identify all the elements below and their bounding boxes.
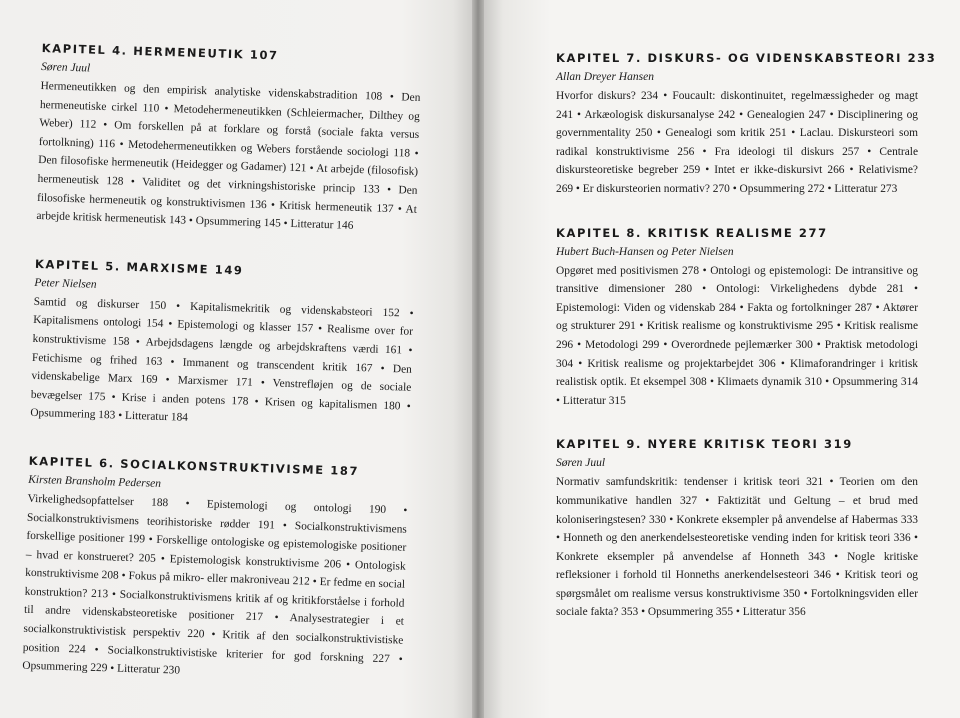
chapter-5 <box>30 256 415 435</box>
chapter-contents: Normativ samfundskritik: tendenser i kritisk teori 321 • Teorien om den kommunikative handlen 327 • Faktizität und Geltung – et brud med koloniseringstesen? 330 • Konkrete eksempler på anvendelse af Habermas 333 • Honneth og den anerkendelsesteoretiske vending inden for kritisk teori 336 • Konkrete eksempler på anvendelse af Honneth 343 • Nogle kritiske refleksioner i forhold til Honneths anerkendelsesteori 346 • Kritisk teori og spørgsmålet om realisme versus konstruktivisme 350 • Fortolkningsviden eller sociale fakta? 353 • Opsummering 355 • Litteratur 356 <box>556 476 918 619</box>
chapter-6 <box>22 453 409 688</box>
chapter-title: KAPITEL 5. MARXISME 149 <box>34 256 244 278</box>
chapter-8 <box>556 225 918 411</box>
chapter-contents: Opgøret med positivismen 278 • Ontologi og epistemologi: De intransitive og transitive dimensioner 280 • Ontologi: Virkelighedens dybde 281 • Epistemologi: Viden og videnskab 284 • Fakta og fortolkninger 287 • Aktører og strukturer 291 • Kritisk realisme og konstruktivisme 295 • Kritisk realisme 296 • Metodologi 299 • Overordnede pejlemærker 300 • Praktisk metodologi 304 • Kritisk realisme og projektarbejdet 306 • Klimaforandringer i kritisk realistisk optik. Et eksempel 308 • Klimaets dynamik 310 • Opsummering 314 • Litteratur 315 <box>556 264 918 407</box>
right-page-content <box>556 50 937 648</box>
chapter-title: KAPITEL 8. KRITISK REALISME 277 <box>556 225 828 240</box>
chapter-contents: Hermeneutikken og den empirisk analytiske videnskabstradition 108 • Den hermeneutiske cirkel 110 • Metodehermeneutikken (Schleiermacher, Dilthey og Weber) 112 • Om forskellen på at forklare og forstå (sociale fakta versus fortolkning) 116 • Metodehermeneutikken og Webers forstående sociologi 118 • Den filosofiske hermeneutik (Heidegger og Gadamer) 121 • At arbejde (filosofisk) hermeneutisk 128 • Validitet og det virkningshistoriske princip 133 • Den filosofiske hermeneutik og konstruktivismen 136 • Kritisk hermeneutik 137 • At arbejde kritisk hermeneutisk 143 • Opsummering 145 • Litteratur 146 <box>36 79 421 233</box>
chapter-title: KAPITEL 4. HERMENEUTIK 107 <box>41 40 279 63</box>
chapter-title: KAPITEL 7. DISKURS- OG VIDENSKABSTEORI 233 <box>556 51 937 65</box>
chapter-contents: Samtid og diskurser 150 • Kapitalismekritik og videnskabsteori 152 • Kapitalismens ontologi 154 • Epistemologi og klasser 157 • Realisme over for konstruktivisme 158 • Arbejdsdagens længde og arbejdskraftens værdi 161 • Fetichisme og frihed 163 • Immanent og transcendent kritik 167 • Den videnskabelige Marx 169 • Marxismer 171 • Venstrefløjen og de sociale bevægelser 175 • Krise i anden potens 178 • Krisen og kapitalismen 180 • Opsummering 183 • Litteratur 184 <box>30 295 414 425</box>
left-page-content <box>21 40 422 717</box>
chapter-7 <box>556 50 937 199</box>
chapter-9 <box>556 436 918 622</box>
chapter-author: Søren Juul <box>40 60 91 75</box>
right-page <box>484 0 960 718</box>
chapter-author: Peter Nielsen <box>34 276 97 291</box>
chapter-author: Søren Juul <box>556 457 606 470</box>
chapter-contents: Hvorfor diskurs? 234 • Foucault: diskontinuitet, regelmæssigheder og magt 241 • Arkæologisk diskursanalyse 242 • Genealogien 247 • Disciplinering og governmentality 250 • Genealogi som kritik 251 • Laclau. Diskursteori som radikal konstruktivisme 256 • Fra ideologi til diskurs 257 • Centrale diskursteoretiske begreber 259 • Intet er ikke-diskursivt 266 • Relativisme? 269 • Er diskursteorien normativ? 270 • Opsummering 272 • Litteratur 273 <box>556 90 918 195</box>
chapter-contents: Virkelighedsopfattelser 188 • Epistemologi og ontologi 190 • Socialkonstruktivismens teorihistoriske rødder 191 • Socialkonstruktivismens forskellige positioner 199 • Forskellige ontologiske og epistemologiske positioner – hvad er konstrueret? 205 • Epistemologisk konstruktivisme 206 • Ontologisk konstruktivisme 208 • Fokus på mikro- eller makroniveau 212 • Er fedme en social konstruktion? 213 • Socialkonstruktivismens kritik af og kritikforståelse i forhold til andre videnskabsteoretiske positioner 217 • Analysestrategier i et socialkonstruktivistisk perspektiv 220 • Kritik af den socialkonstruktivistiske position 224 • Socialkonstruktivistiske kriterier for god forskning 227 • Opsummering 229 • Litteratur 230 <box>22 492 408 677</box>
chapter-title: KAPITEL 6. SOCIALKONSTRUKTIVISME 187 <box>28 453 360 479</box>
chapter-author: Kirsten Bransholm Pedersen <box>27 473 162 490</box>
book-gutter <box>472 0 484 718</box>
chapter-author: Hubert Buch-Hansen og Peter Nielsen <box>556 245 734 258</box>
left-page <box>0 0 472 718</box>
chapter-author: Allan Dreyer Hansen <box>556 71 654 83</box>
chapter-4 <box>36 40 422 238</box>
chapter-title: KAPITEL 9. NYERE KRITISK TEORI 319 <box>556 437 853 452</box>
